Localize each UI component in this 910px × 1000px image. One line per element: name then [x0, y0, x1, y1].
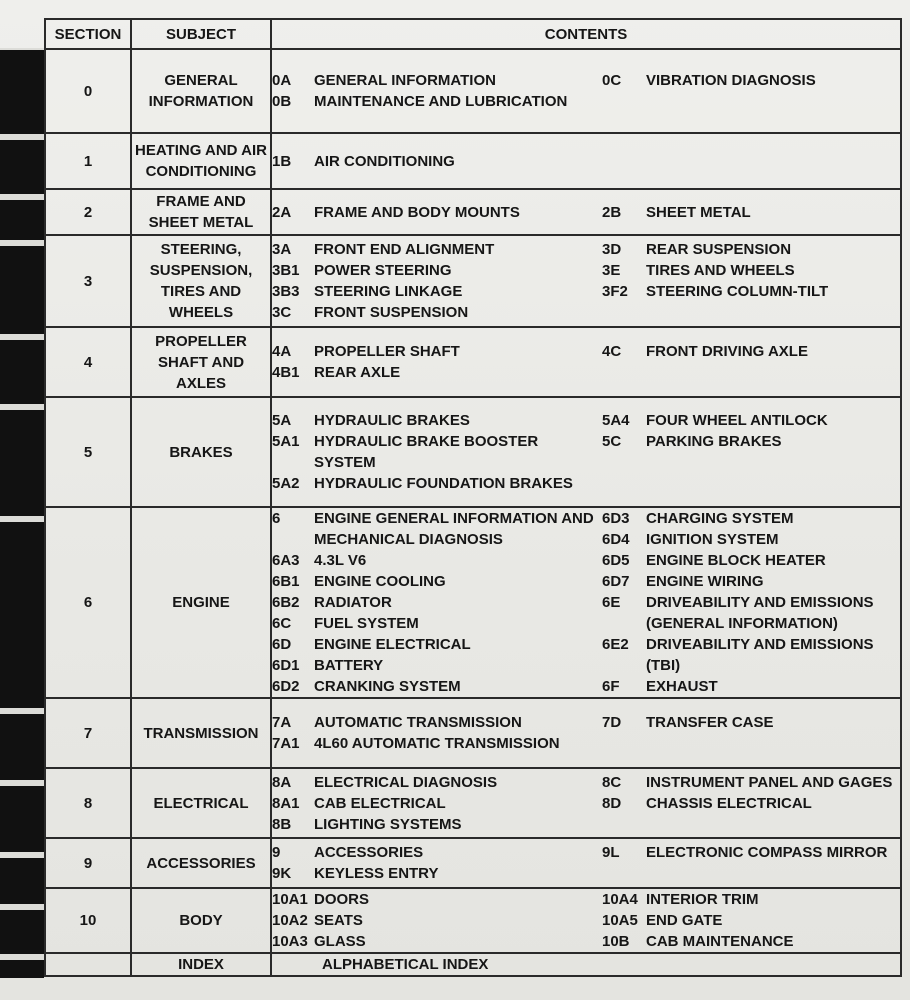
- entry-title: VIBRATION DIAGNOSIS: [646, 72, 816, 89]
- contents-columns: [272, 410, 900, 494]
- section-tab: [0, 910, 44, 954]
- contents-right-column: [602, 202, 900, 223]
- section-contents: [271, 189, 901, 235]
- contents-entry[interactable]: [602, 202, 900, 223]
- contents-entry[interactable]: [272, 91, 602, 112]
- contents-entry[interactable]: [280, 954, 610, 975]
- entry-title: 4L60 AUTOMATIC TRANSMISSION: [314, 735, 560, 752]
- section-contents: [271, 507, 901, 698]
- entry-title: CAB MAINTENANCE: [646, 933, 794, 950]
- contents-entry[interactable]: [602, 931, 900, 952]
- section-number: 1: [45, 133, 131, 189]
- entry-title: INSTRUMENT PANEL AND GAGES: [646, 773, 893, 791]
- contents-left-column: [272, 889, 602, 952]
- entry-title: ENGINE COOLING: [314, 573, 446, 590]
- entry-title: REAR AXLE: [314, 364, 401, 381]
- entry-code: 6C: [272, 615, 292, 632]
- entry-code: 6E: [602, 594, 621, 611]
- entry-title: ENGINE GENERAL INFORMATION AND MECHANICAL DIAGNOSIS: [314, 510, 594, 548]
- entry-code: 3A: [272, 241, 292, 258]
- entry-code: 6D3: [602, 510, 630, 527]
- entry-title: ENGINE ELECTRICAL: [314, 636, 471, 653]
- section-contents: [271, 768, 901, 838]
- entry-title: TIRES AND WHEELS: [646, 262, 795, 279]
- entry-code: 5A2: [272, 475, 300, 492]
- contents-right-column: [602, 341, 900, 383]
- contents-entry[interactable]: [602, 529, 900, 550]
- contents-entry[interactable]: [602, 508, 900, 529]
- entry-code: 8B: [272, 815, 292, 833]
- entry-title: END GATE: [646, 912, 723, 929]
- contents-entry[interactable]: [272, 842, 602, 863]
- entry-code: 5C: [602, 433, 622, 450]
- entry-code: 4A: [272, 343, 292, 360]
- section-subject: ELECTRICAL: [131, 768, 271, 838]
- section-tab: [0, 410, 44, 516]
- entry-code: 0C: [602, 72, 622, 89]
- contents-columns: [272, 202, 900, 223]
- entry-title: ELECTRICAL DIAGNOSIS: [314, 773, 498, 791]
- entry-title: CHASSIS ELECTRICAL: [646, 794, 812, 812]
- entry-title: FRAME AND BODY MOUNTS: [314, 203, 520, 221]
- section-row: [45, 698, 901, 768]
- section-tab: [0, 140, 44, 194]
- contents-entry[interactable]: [602, 571, 900, 592]
- contents-entry[interactable]: [602, 550, 900, 571]
- entry-code: 6D: [272, 636, 292, 653]
- section-row: [45, 507, 901, 698]
- contents-right-column: [602, 508, 900, 697]
- section-contents: [271, 327, 901, 397]
- entry-title: PROPELLER SHAFT: [314, 343, 460, 360]
- contents-entry[interactable]: [602, 239, 900, 260]
- section-row: [45, 235, 901, 327]
- section-tab: [0, 960, 44, 978]
- contents-right-column: [602, 712, 900, 754]
- section-number: 4: [45, 327, 131, 397]
- contents-columns: [272, 239, 900, 323]
- entry-title: HYDRAULIC BRAKES: [314, 412, 470, 429]
- entry-code: 6D5: [602, 552, 630, 569]
- contents-entry[interactable]: [602, 634, 900, 676]
- entry-code: 9L: [602, 844, 620, 861]
- section-row: [45, 133, 901, 189]
- entry-title: MAINTENANCE AND LUBRICATION: [314, 93, 568, 110]
- section-row: [45, 838, 901, 888]
- section-row: [45, 768, 901, 838]
- section-subject: INDEX: [131, 953, 271, 976]
- contents-right-column: [602, 239, 900, 323]
- entry-title: DRIVEABILITY AND EMISSIONS (TBI): [646, 636, 874, 674]
- entry-code: 3F2: [602, 283, 628, 300]
- contents-entry[interactable]: [272, 863, 602, 884]
- section-row: [45, 189, 901, 235]
- contents-columns: [272, 70, 900, 112]
- section-row: [45, 953, 901, 976]
- entry-title: ENGINE WIRING: [646, 573, 764, 590]
- contents-entry[interactable]: [602, 592, 900, 634]
- contents-entry[interactable]: [272, 793, 602, 814]
- contents-right-column: [602, 151, 900, 172]
- contents-entry[interactable]: [272, 508, 602, 550]
- entry-title: FRONT SUSPENSION: [314, 304, 469, 321]
- entry-code: 2B: [602, 203, 622, 221]
- contents-entry[interactable]: [272, 260, 602, 281]
- contents-table: [44, 18, 902, 977]
- section-subject: BRAKES: [131, 397, 271, 507]
- contents-entry[interactable]: [272, 889, 602, 910]
- contents-header: CONTENTS: [271, 19, 901, 49]
- entry-code: 9K: [272, 865, 292, 882]
- section-number: [45, 953, 131, 976]
- entry-title: INTERIOR TRIM: [646, 891, 759, 908]
- entry-code: 10A4: [602, 891, 638, 908]
- entry-code: 1B: [272, 152, 292, 170]
- contents-entry[interactable]: [272, 733, 602, 754]
- entry-code: 3B3: [272, 283, 300, 300]
- contents-left-column: [272, 772, 602, 835]
- contents-entry[interactable]: [602, 341, 900, 362]
- section-tab: [0, 200, 44, 240]
- header-row: [45, 19, 901, 49]
- contents-entry[interactable]: [602, 410, 900, 431]
- entry-code: 7A: [272, 714, 292, 731]
- entry-title: ENGINE BLOCK HEATER: [646, 552, 826, 569]
- contents-entry[interactable]: [272, 712, 602, 733]
- entry-code: 10A2: [272, 912, 308, 929]
- entry-title: AIR CONDITIONING: [314, 152, 455, 170]
- section-subject: BODY: [131, 888, 271, 953]
- entry-code: 10A1: [272, 891, 308, 908]
- contents-right-column: [602, 410, 900, 494]
- entry-code: 6D4: [602, 531, 630, 548]
- entry-code: 3C: [272, 304, 292, 321]
- entry-code: 2A: [272, 203, 292, 221]
- contents-entry[interactable]: [272, 931, 602, 952]
- contents-entry[interactable]: [272, 362, 602, 383]
- section-tab: [0, 246, 44, 334]
- entry-title: GLASS: [314, 933, 366, 950]
- entry-title: POWER STEERING: [314, 262, 452, 279]
- contents-right-column: [602, 889, 900, 952]
- contents-entry[interactable]: [602, 676, 900, 697]
- entry-code: 4B1: [272, 364, 300, 381]
- section-contents: [271, 838, 901, 888]
- entry-code: 6A3: [272, 552, 300, 569]
- contents-right-column: [602, 842, 900, 884]
- entry-title: SHEET METAL: [646, 203, 751, 221]
- entry-title: ELECTRONIC COMPASS MIRROR: [646, 844, 888, 861]
- entry-title: DOORS: [314, 891, 370, 908]
- entry-code: 5A4: [602, 412, 630, 429]
- entry-code: 7A1: [272, 735, 300, 752]
- section-row: [45, 888, 901, 953]
- section-contents: [271, 397, 901, 507]
- entry-title: SEATS: [314, 912, 363, 929]
- entry-code: 9: [272, 844, 281, 861]
- entry-title: DRIVEABILITY AND EMISSIONS (GENERAL INFORMATION): [646, 594, 874, 632]
- section-subject: ENGINE: [131, 507, 271, 698]
- entry-code: 6E2: [602, 636, 629, 653]
- contents-columns: [272, 842, 900, 884]
- contents-left-column: [272, 712, 602, 754]
- section-row: [45, 397, 901, 507]
- contents-left-column: [272, 410, 602, 494]
- contents-columns: [280, 954, 894, 975]
- entry-code: 6D2: [272, 678, 300, 695]
- contents-entry[interactable]: [272, 202, 602, 223]
- entry-code: 6: [272, 510, 281, 527]
- section-subject: ACCESSORIES: [131, 838, 271, 888]
- entry-title: RADIATOR: [314, 594, 392, 611]
- contents-left-column: [272, 508, 602, 697]
- entry-code: 10B: [602, 933, 630, 950]
- section-number: 8: [45, 768, 131, 838]
- contents-left-column: [272, 202, 602, 223]
- contents-left-column: [272, 842, 602, 884]
- contents-entry[interactable]: [602, 842, 900, 863]
- section-tab: [0, 522, 44, 708]
- contents-right-column: [610, 954, 894, 975]
- entry-title: REAR SUSPENSION: [646, 241, 792, 258]
- entry-code: 4C: [602, 343, 622, 360]
- contents-entry[interactable]: [272, 676, 602, 697]
- entry-code: 8C: [602, 773, 622, 791]
- entry-title: FRONT DRIVING AXLE: [646, 343, 808, 360]
- section-tab: [0, 786, 44, 852]
- entry-code: 6F: [602, 678, 620, 695]
- entry-code: 10A5: [602, 912, 638, 929]
- section-row: [45, 327, 901, 397]
- entry-title: ALPHABETICAL INDEX: [322, 956, 489, 973]
- entry-title: FOUR WHEEL ANTILOCK: [646, 412, 828, 429]
- entry-code: 10A3: [272, 933, 308, 950]
- entry-title: FRONT END ALIGNMENT: [314, 241, 495, 258]
- section-subject: STEERING, SUSPENSION, TIRES AND WHEELS: [131, 235, 271, 327]
- section-number: 0: [45, 49, 131, 133]
- entry-title: FUEL SYSTEM: [314, 615, 419, 632]
- entry-code: 3D: [602, 241, 622, 258]
- section-subject: PROPELLER SHAFT AND AXLES: [131, 327, 271, 397]
- section-subject: GENERAL INFORMATION: [131, 49, 271, 133]
- section-number: 6: [45, 507, 131, 698]
- section-number: 10: [45, 888, 131, 953]
- contents-entry[interactable]: [272, 473, 602, 494]
- contents-columns: [272, 508, 900, 697]
- contents-body: [45, 49, 901, 976]
- subject-header: SUBJECT: [131, 19, 271, 49]
- contents-entry[interactable]: [272, 431, 602, 473]
- section-tab: [0, 50, 44, 134]
- contents-entry[interactable]: [272, 613, 602, 634]
- contents-entry[interactable]: [602, 772, 900, 793]
- section-tab: [0, 858, 44, 904]
- entry-title: HYDRAULIC BRAKE BOOSTER SYSTEM: [314, 433, 539, 471]
- entry-title: AUTOMATIC TRANSMISSION: [314, 714, 522, 731]
- contents-columns: [272, 341, 900, 383]
- contents-left-column: [272, 341, 602, 383]
- contents-entry[interactable]: [272, 592, 602, 613]
- contents-entry[interactable]: [602, 793, 900, 814]
- section-subject: HEATING AND AIR CONDITIONING: [131, 133, 271, 189]
- contents-entry[interactable]: [272, 910, 602, 931]
- section-contents: [271, 49, 901, 133]
- contents-columns: [272, 151, 900, 172]
- section-number: 2: [45, 189, 131, 235]
- contents-entry[interactable]: [602, 431, 900, 452]
- contents-entry[interactable]: [272, 70, 602, 91]
- contents-entry[interactable]: [272, 151, 602, 172]
- entry-title: TRANSFER CASE: [646, 714, 774, 731]
- contents-entry[interactable]: [602, 712, 900, 733]
- entry-code: 0A: [272, 72, 292, 89]
- entry-title: EXHAUST: [646, 678, 718, 695]
- contents-entry[interactable]: [602, 70, 900, 91]
- entry-title: CAB ELECTRICAL: [314, 794, 446, 812]
- section-subject: TRANSMISSION: [131, 698, 271, 768]
- entry-code: 6D7: [602, 573, 630, 590]
- contents-entry[interactable]: [272, 239, 602, 260]
- entry-title: CRANKING SYSTEM: [314, 678, 461, 695]
- contents-entry[interactable]: [602, 260, 900, 281]
- entry-title: BATTERY: [314, 657, 384, 674]
- contents-left-column: [272, 151, 602, 172]
- entry-code: 3E: [602, 262, 621, 279]
- entry-title: HYDRAULIC FOUNDATION BRAKES: [314, 475, 573, 492]
- contents-left-column: [272, 70, 602, 112]
- entry-code: 7D: [602, 714, 622, 731]
- contents-right-column: [602, 772, 900, 835]
- contents-entry[interactable]: [272, 772, 602, 793]
- entry-code: 8A: [272, 773, 292, 791]
- entry-code: 5A: [272, 412, 292, 429]
- contents-entry[interactable]: [272, 410, 602, 431]
- entry-code: 6B2: [272, 594, 300, 611]
- entry-code: 8A1: [272, 794, 300, 812]
- entry-code: 6D1: [272, 657, 300, 674]
- contents-entry[interactable]: [602, 889, 900, 910]
- entry-code: 3B1: [272, 262, 300, 279]
- contents-left-column: [280, 954, 610, 975]
- entry-code: [280, 954, 322, 975]
- section-subject: FRAME AND SHEET METAL: [131, 189, 271, 235]
- entry-title: 4.3L V6: [314, 552, 367, 569]
- entry-title: STEERING LINKAGE: [314, 283, 463, 300]
- section-number: 3: [45, 235, 131, 327]
- contents-entry[interactable]: [272, 281, 602, 302]
- contents-entry[interactable]: [272, 550, 602, 571]
- entry-title: GENERAL INFORMATION: [314, 72, 496, 89]
- contents-columns: [272, 772, 900, 835]
- entry-title: STEERING COLUMN-TILT: [646, 283, 829, 300]
- contents-entry[interactable]: [272, 341, 602, 362]
- entry-title: CHARGING SYSTEM: [646, 510, 794, 527]
- entry-title: PARKING BRAKES: [646, 433, 782, 450]
- contents-entry[interactable]: [272, 634, 602, 655]
- entry-code: 5A1: [272, 433, 300, 450]
- contents-right-column: [602, 70, 900, 112]
- section-number: 9: [45, 838, 131, 888]
- contents-entry[interactable]: [272, 814, 602, 835]
- section-contents: [271, 235, 901, 327]
- section-tab: [0, 340, 44, 404]
- contents-entry[interactable]: [272, 571, 602, 592]
- section-contents: [271, 698, 901, 768]
- section-tab-strip: [0, 48, 44, 978]
- contents-entry[interactable]: [602, 910, 900, 931]
- section-header: SECTION: [45, 19, 131, 49]
- section-number: 5: [45, 397, 131, 507]
- entry-title: ACCESSORIES: [314, 844, 424, 861]
- entry-code: 0B: [272, 93, 292, 110]
- entry-title: LIGHTING SYSTEMS: [314, 815, 462, 833]
- section-tab: [0, 714, 44, 780]
- section-number: 7: [45, 698, 131, 768]
- contents-columns: [272, 712, 900, 754]
- contents-entry[interactable]: [272, 655, 602, 676]
- entry-code: 8D: [602, 794, 622, 812]
- section-contents: [271, 133, 901, 189]
- contents-entry[interactable]: [602, 281, 900, 302]
- entry-title: IGNITION SYSTEM: [646, 531, 779, 548]
- contents-left-column: [272, 239, 602, 323]
- entry-title: KEYLESS ENTRY: [314, 865, 439, 882]
- contents-entry[interactable]: [272, 302, 602, 323]
- entry-code: 6B1: [272, 573, 300, 590]
- section-contents: [271, 953, 901, 976]
- contents-columns: [272, 889, 900, 952]
- section-row: [45, 49, 901, 133]
- section-contents: [271, 888, 901, 953]
